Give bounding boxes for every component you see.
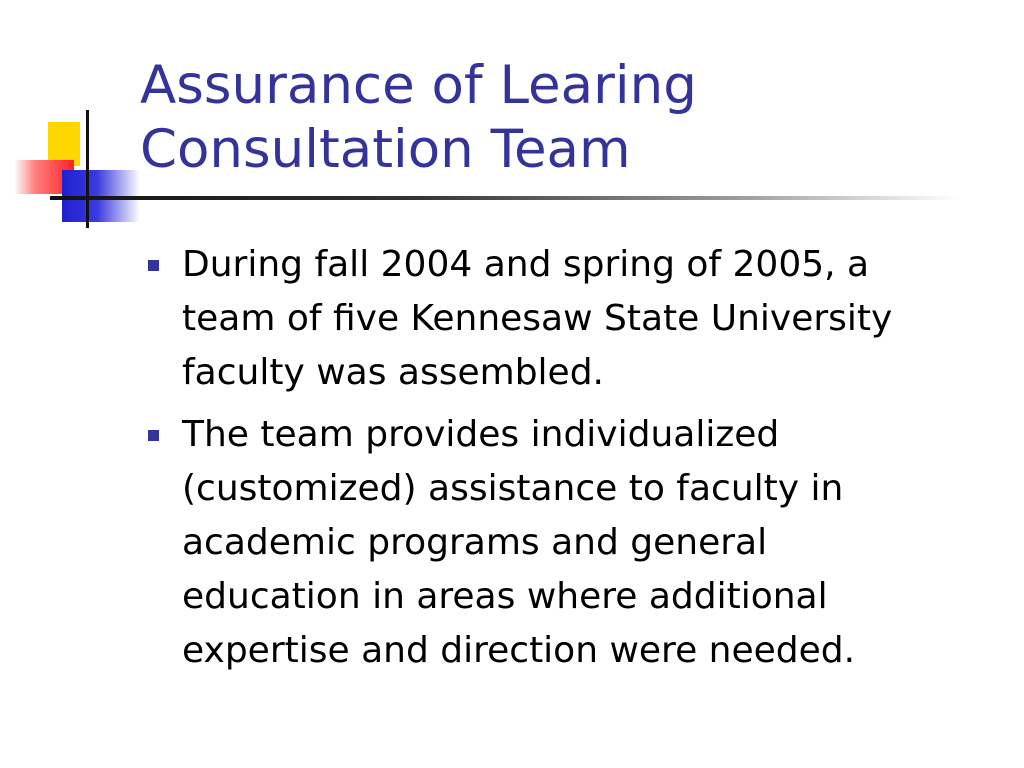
- bullet-text-line: faculty was assembled.: [182, 352, 604, 393]
- bullet-text-line: The team provides individualized: [182, 414, 780, 455]
- bullet-item: [146, 238, 1006, 400]
- decorative-squares-logo: [0, 0, 150, 240]
- title-underline-rule: [50, 196, 960, 200]
- bullet-text-line: academic programs and general: [182, 522, 768, 563]
- square-bullet-icon: [148, 260, 159, 271]
- slide-title: [140, 54, 1000, 182]
- bullet-item: [146, 408, 1006, 678]
- slide-title-line: Consultation Team: [140, 119, 631, 180]
- bullet-text-line: team of five Kennesaw State University: [182, 298, 893, 339]
- bullet-text-line: education in areas where additional: [182, 576, 828, 617]
- bullet-text-line: During fall 2004 and spring of 2005, a: [182, 244, 870, 285]
- vertical-rule: [86, 110, 89, 228]
- slide-title-line: Assurance of Learing: [140, 55, 697, 116]
- bullet-list: [146, 238, 1006, 686]
- bullet-text-line: expertise and direction were needed.: [182, 630, 856, 671]
- bullet-text-line: (customized) assistance to faculty in: [182, 468, 844, 509]
- square-bullet-icon: [148, 430, 159, 441]
